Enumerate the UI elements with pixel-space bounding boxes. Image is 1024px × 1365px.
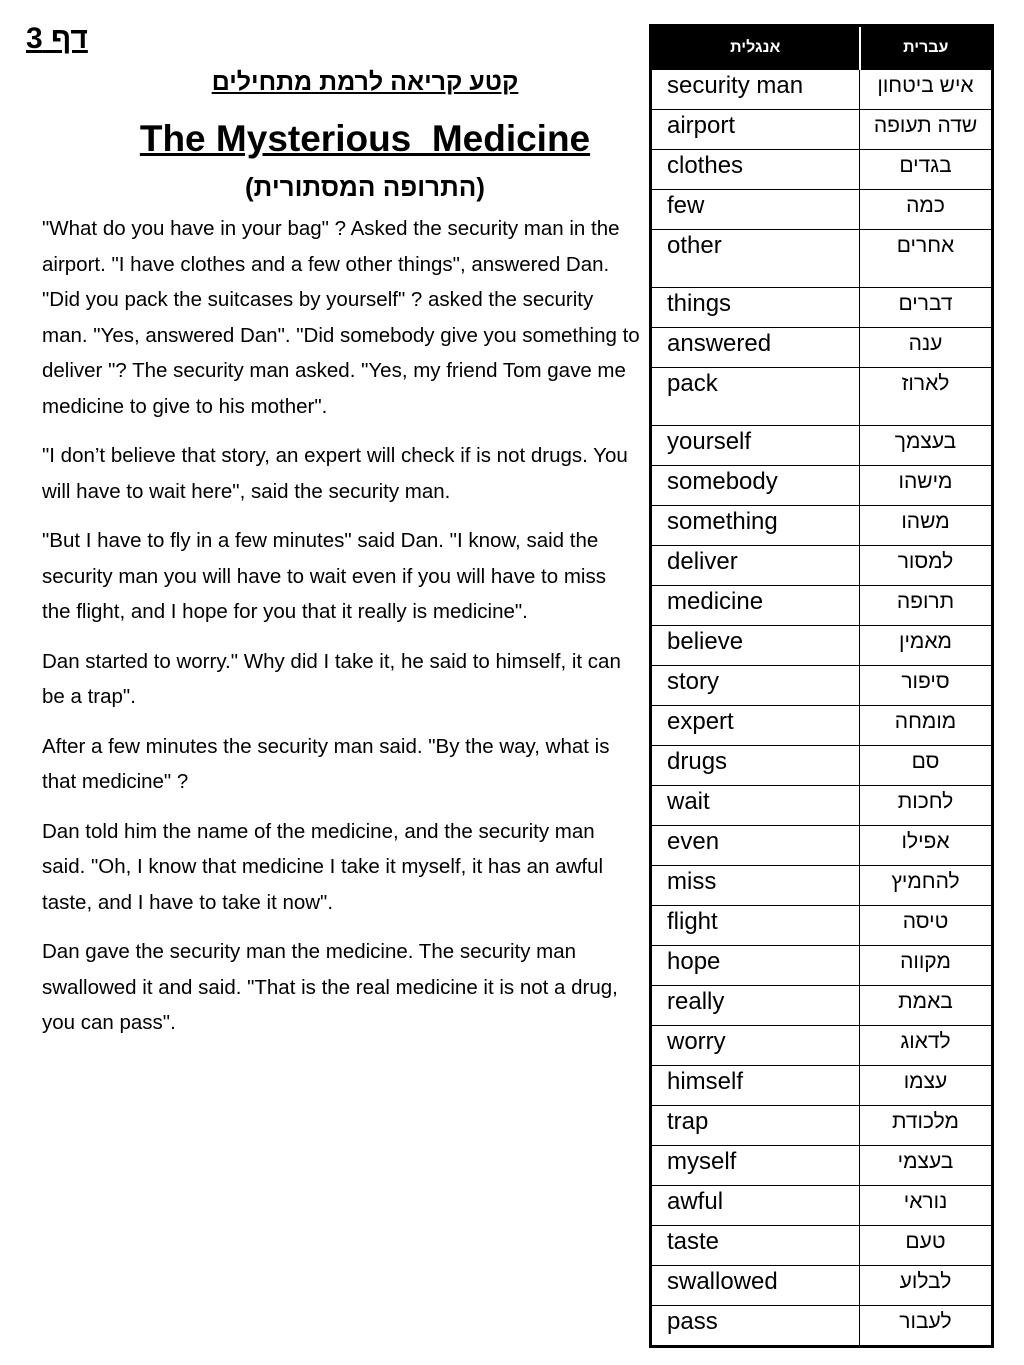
hebrew-translation: נוראי	[860, 1186, 993, 1226]
vocabulary-row	[651, 786, 993, 826]
english-word: somebody	[651, 466, 860, 506]
vocabulary-row	[651, 110, 993, 150]
english-word: drugs	[651, 746, 860, 786]
english-word: clothes	[651, 150, 860, 190]
english-word: miss	[651, 866, 860, 906]
hebrew-translation: בגדים	[860, 150, 993, 190]
hebrew-translation: מלכודת	[860, 1106, 993, 1146]
vocabulary-row	[651, 826, 993, 866]
hebrew-translation: שדה תעופה	[860, 110, 993, 150]
english-word: trap	[651, 1106, 860, 1146]
english-word: security man	[651, 70, 860, 110]
hebrew-translation: סם	[860, 746, 993, 786]
hebrew-translation: אחרים	[860, 230, 993, 288]
hebrew-translation: מישהו	[860, 466, 993, 506]
vocabulary-row	[651, 506, 993, 546]
english-word: taste	[651, 1226, 860, 1266]
vocabulary-table	[649, 24, 994, 1348]
vocabulary-row	[651, 1066, 993, 1106]
vocabulary-row	[651, 190, 993, 230]
hebrew-translation: תרופה	[860, 586, 993, 626]
vocabulary-row	[651, 906, 993, 946]
column-header-hebrew: עברית	[860, 26, 993, 70]
english-word: swallowed	[651, 1266, 860, 1306]
story-paragraph: Dan told him the name of the medicine, and the security man said. "Oh, I know that medicine I take it myself, it has an awful taste, and I have to take it now".	[42, 819, 604, 914]
vocabulary-row	[651, 666, 993, 706]
story-paragraph: Dan started to worry." Why did I take it, he said to himself, it can be a trap".	[42, 649, 621, 708]
vocabulary-row	[651, 546, 993, 586]
english-word: airport	[651, 110, 860, 150]
hebrew-translation: איש ביטחון	[860, 70, 993, 110]
english-word: answered	[651, 328, 860, 368]
hebrew-translation: טיסה	[860, 906, 993, 946]
story-paragraph: "What do you have in your bag" ? Asked the security man in the airport. "I have clothes and a few other things", answered Dan. "Did you pack the suitcases by yourself" ? asked the security man. "Yes, answered Dan". "Did somebody give you something to deliver "? The security man asked. "Yes, my friend Tom gave me medicine to give to his mother".	[42, 217, 640, 418]
hebrew-translation: לארוז	[860, 368, 993, 426]
hebrew-translation: טעם	[860, 1226, 993, 1266]
english-word: awful	[651, 1186, 860, 1226]
vocabulary-rows	[651, 70, 993, 1347]
story-text	[42, 211, 640, 1055]
english-word: wait	[651, 786, 860, 826]
hebrew-translation: בעצמך	[860, 426, 993, 466]
english-word: pack	[651, 368, 860, 426]
english-word: worry	[651, 1026, 860, 1066]
page-number-label: דף 3	[26, 22, 88, 55]
english-word: other	[651, 230, 860, 288]
english-word: medicine	[651, 586, 860, 626]
vocabulary-row	[651, 746, 993, 786]
hebrew-translation: כמה	[860, 190, 993, 230]
story-paragraph: After a few minutes the security man said. "By the way, what is that medicine" ?	[42, 734, 610, 793]
vocabulary-header-row	[651, 26, 993, 70]
hebrew-translation: לבלוע	[860, 1266, 993, 1306]
english-word: pass	[651, 1306, 860, 1347]
vocabulary-row	[651, 986, 993, 1026]
english-word: few	[651, 190, 860, 230]
vocabulary-row	[651, 150, 993, 190]
hebrew-translation: משהו	[860, 506, 993, 546]
vocabulary-row	[651, 626, 993, 666]
english-word: things	[651, 288, 860, 328]
hebrew-translation: מאמין	[860, 626, 993, 666]
vocabulary-row	[651, 1026, 993, 1066]
story-paragraph: "I don’t believe that story, an expert will check if is not drugs. You will have to wait here", said the security man.	[42, 444, 628, 503]
english-word: something	[651, 506, 860, 546]
vocabulary-row	[651, 466, 993, 506]
hebrew-translation: בעצמי	[860, 1146, 993, 1186]
vocabulary-row	[651, 1106, 993, 1146]
story-title: The Mysterious Medicine	[139, 118, 591, 159]
hebrew-translation: מומחה	[860, 706, 993, 746]
reading-level-subtitle: קטע קריאה לרמת מתחילים	[211, 68, 519, 96]
vocabulary-row	[651, 70, 993, 110]
column-header-english: אנגלית	[651, 26, 860, 70]
vocabulary-row	[651, 328, 993, 368]
story-paragraph: "But I have to fly in a few minutes" said Dan. "I know, said the security man you will have to wait even if you will have to miss the flight, and I hope for you that it really is medicine".	[42, 529, 606, 623]
hebrew-translation: עצמו	[860, 1066, 993, 1106]
vocabulary-row	[651, 1146, 993, 1186]
english-word: deliver	[651, 546, 860, 586]
vocabulary-row	[651, 230, 993, 288]
hebrew-translation: מקווה	[860, 946, 993, 986]
english-word: really	[651, 986, 860, 1026]
vocabulary-row	[651, 946, 993, 986]
vocabulary-row	[651, 1266, 993, 1306]
vocabulary-row	[651, 586, 993, 626]
hebrew-translation: ענה	[860, 328, 993, 368]
hebrew-translation: להחמיץ	[860, 866, 993, 906]
hebrew-translation: סיפור	[860, 666, 993, 706]
hebrew-translation: לעבור	[860, 1306, 993, 1347]
vocabulary-row	[651, 1306, 993, 1347]
vocabulary-row	[651, 706, 993, 746]
story-title-hebrew: (התרופה המסתורית)	[245, 172, 485, 202]
english-word: hope	[651, 946, 860, 986]
hebrew-translation: באמת	[860, 986, 993, 1026]
vocabulary-row	[651, 368, 993, 426]
hebrew-translation: אפילו	[860, 826, 993, 866]
english-word: even	[651, 826, 860, 866]
hebrew-translation: לחכות	[860, 786, 993, 826]
english-word: himself	[651, 1066, 860, 1106]
vocabulary-row	[651, 866, 993, 906]
vocabulary-row	[651, 288, 993, 328]
hebrew-translation: למסור	[860, 546, 993, 586]
english-word: story	[651, 666, 860, 706]
vocabulary-row	[651, 1186, 993, 1226]
story-paragraph: Dan gave the security man the medicine. The security man swallowed it and said. "That is the real medicine it is not a drug, you can pass".	[42, 940, 618, 1034]
english-word: myself	[651, 1146, 860, 1186]
english-word: believe	[651, 626, 860, 666]
english-word: expert	[651, 706, 860, 746]
vocabulary-row	[651, 426, 993, 466]
english-word: yourself	[651, 426, 860, 466]
hebrew-translation: דברים	[860, 288, 993, 328]
english-word: flight	[651, 906, 860, 946]
hebrew-translation: לדאוג	[860, 1026, 993, 1066]
vocabulary-row	[651, 1226, 993, 1266]
